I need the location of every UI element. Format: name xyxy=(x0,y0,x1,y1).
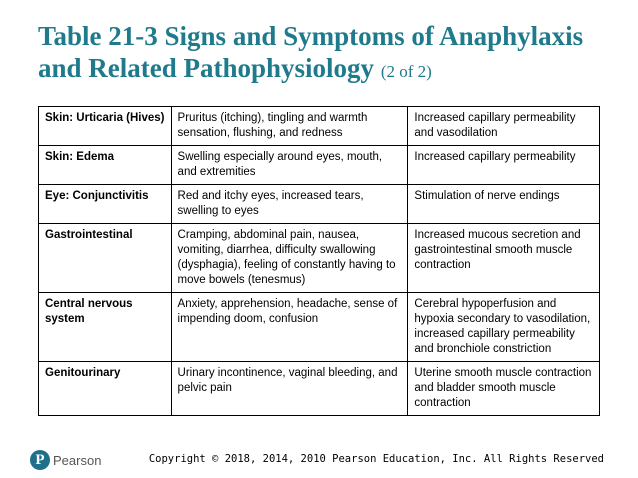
body-system-cell: Genitourinary xyxy=(39,362,172,416)
symptoms-table xyxy=(38,106,600,416)
table-row xyxy=(39,293,600,362)
body-system-cell: Eye: Conjunctivitis xyxy=(39,185,172,224)
table-row xyxy=(39,185,600,224)
pearson-logo-wordmark: Pearson xyxy=(53,452,102,468)
pathophysiology-cell: Increased capillary permeability xyxy=(408,146,600,185)
signs-cell: Urinary incontinence, vaginal bleeding, and pelvic pain xyxy=(171,362,408,416)
body-system-cell: Skin: Edema xyxy=(39,146,172,185)
body-system-cell: Central nervous system xyxy=(39,293,172,362)
pathophysiology-cell: Uterine smooth muscle contraction and bladder smooth muscle contraction xyxy=(408,362,600,416)
signs-cell: Pruritus (itching), tingling and warmth sensation, flushing, and redness xyxy=(171,107,408,146)
body-system-cell: Skin: Urticaria (Hives) xyxy=(39,107,172,146)
pathophysiology-cell: Stimulation of nerve endings xyxy=(408,185,600,224)
pearson-logo-icon: P xyxy=(30,450,50,470)
copyright-notice: Copyright © 2018, 2014, 2010 Pearson Education, Inc. All Rights Reserved xyxy=(148,453,604,465)
table-row xyxy=(39,107,600,146)
pathophysiology-cell: Increased mucous secretion and gastrointestinal smooth muscle contraction xyxy=(408,224,600,293)
signs-cell: Cramping, abdominal pain, nausea, vomiting, diarrhea, difficulty swallowing (dysphagia), feeling of constantly having to move bowels (tenesmus) xyxy=(171,224,408,293)
table-row xyxy=(39,146,600,185)
title-part-indicator: (2 of 2) xyxy=(380,62,432,81)
table-row xyxy=(39,224,600,293)
pathophysiology-cell: Cerebral hypoperfusion and hypoxia secondary to vasodilation, increased capillary permeability and bronchiole constriction xyxy=(408,293,600,362)
signs-cell: Swelling especially around eyes, mouth, and extremities xyxy=(171,146,408,185)
pathophysiology-cell: Increased capillary permeability and vasodilation xyxy=(408,107,600,146)
body-system-cell: Gastrointestinal xyxy=(39,224,172,293)
title-line-1: Table 21-3 Signs and Symptoms of Anaphylaxis xyxy=(38,21,584,51)
table-row xyxy=(39,362,600,416)
pearson-logo xyxy=(30,450,101,470)
title-line-2: and Related Pathophysiology xyxy=(38,53,375,83)
slide-title xyxy=(38,20,618,88)
signs-cell: Anxiety, apprehension, headache, sense of impending doom, confusion xyxy=(171,293,408,362)
signs-cell: Red and itchy eyes, increased tears, swelling to eyes xyxy=(171,185,408,224)
